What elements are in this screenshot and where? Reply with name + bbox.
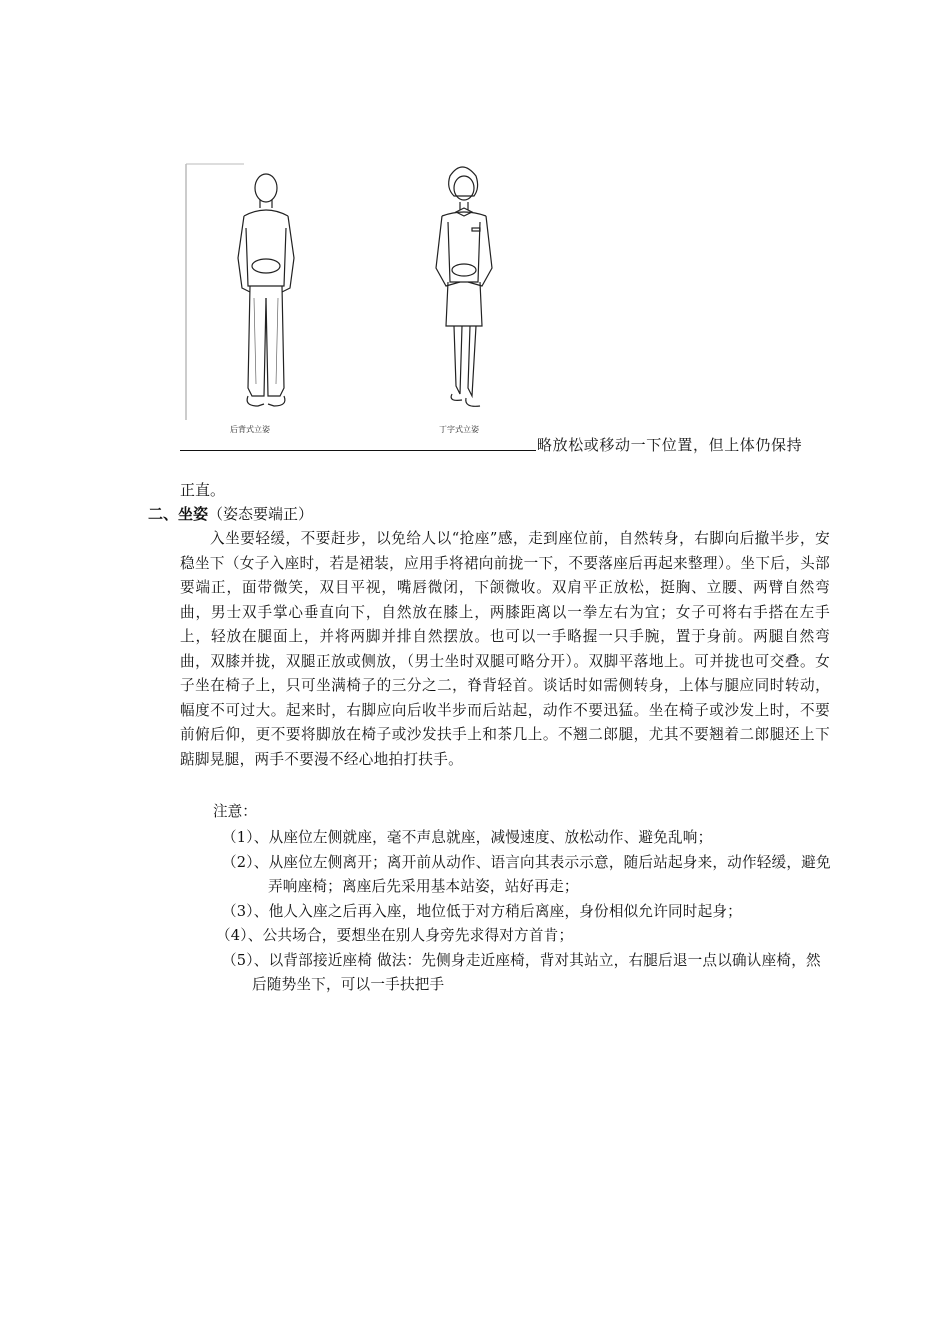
section-heading	[148, 503, 313, 525]
sitting-posture-paragraph: 入坐要轻缓，不要赶步，以免给人以“抢座”感，走到座位前，自然转身，右脚向后撤半步，安稳坐下（女子入座时，若是裙装，应用手将裙向前拢一下，不要落座后再起来整理）。坐下后，头部要端正，面带微笑，双目平视，嘴唇微闭，下颌微收。双肩平正放松，挺胸、立腰、两臂自然弯曲，男士双手掌心垂直向下，自然放在膝上，两膝距离以一拳左右为宜；女子可将右手搭在左手上，轻放在腿面上，并将两脚并排自然摆放。也可以一手略握一只手腕，置于身前。两腿自然弯曲，双膝并拢，双腿正放或侧放，（男士坐时双腿可略分开）。双脚平落地上。可并拢也可交叠。女子坐在椅子上，只可坐满椅子的三分之二，脊背轻首。谈话时如需侧转身，上体与腿应同时转动，幅度不可过大。起来时，右脚应向后收半步而后站起，动作不要迅猛。坐在椅子或沙发上时，不要前俯后仰，更不要将脚放在椅子或沙发扶手上和茶几上。不翘二郎腿，尤其不要翘着二郎腿还上下踮脚晃腿，两手不要漫不经心地拍打扶手。	[180, 530, 830, 768]
note-item: （3）、他人入座之后再入座，地位低于对方稍后离座，身份相似允许同时起身；	[222, 902, 742, 920]
right-figure-caption: 丁字式立姿	[439, 425, 479, 434]
section-title: 坐姿	[178, 505, 209, 523]
section-subtitle: （姿态要端正）	[208, 505, 314, 523]
notes-list	[216, 826, 832, 998]
note-item: （4）、公共场合，要想坐在别人身旁先求得对方首肯；	[216, 927, 574, 944]
back-posture-figure	[238, 174, 294, 406]
t-posture-figure	[436, 167, 492, 406]
figure-underline	[180, 450, 536, 451]
left-figure-caption: 后背式立姿	[230, 425, 270, 434]
note-item: （1）、从座位左侧就座，毫不声息就座，减慢速度、放松动作、避免乱响；	[222, 829, 713, 846]
intro-line-tail: 略放松或移动一下位置，但上体仍保持	[537, 436, 803, 454]
note-item: （5）、以背部接近座椅 做法：先侧身走近座椅，背对其站立，右腿后退一点以确认座椅，然后随势坐下，可以一手扶把手	[222, 951, 821, 993]
section-number: 二、	[148, 505, 179, 523]
intro-line-continuation: 正直。	[180, 481, 226, 499]
note-label: 注意：	[213, 803, 257, 820]
note-item: （2）、从座位左侧离开；离开前从动作、语言向其表示示意，随后站起身来，动作轻缓，避免弄响座椅；离座后先采用基本站姿，站好再走；	[222, 853, 831, 895]
standing-posture-illustration	[184, 158, 536, 448]
